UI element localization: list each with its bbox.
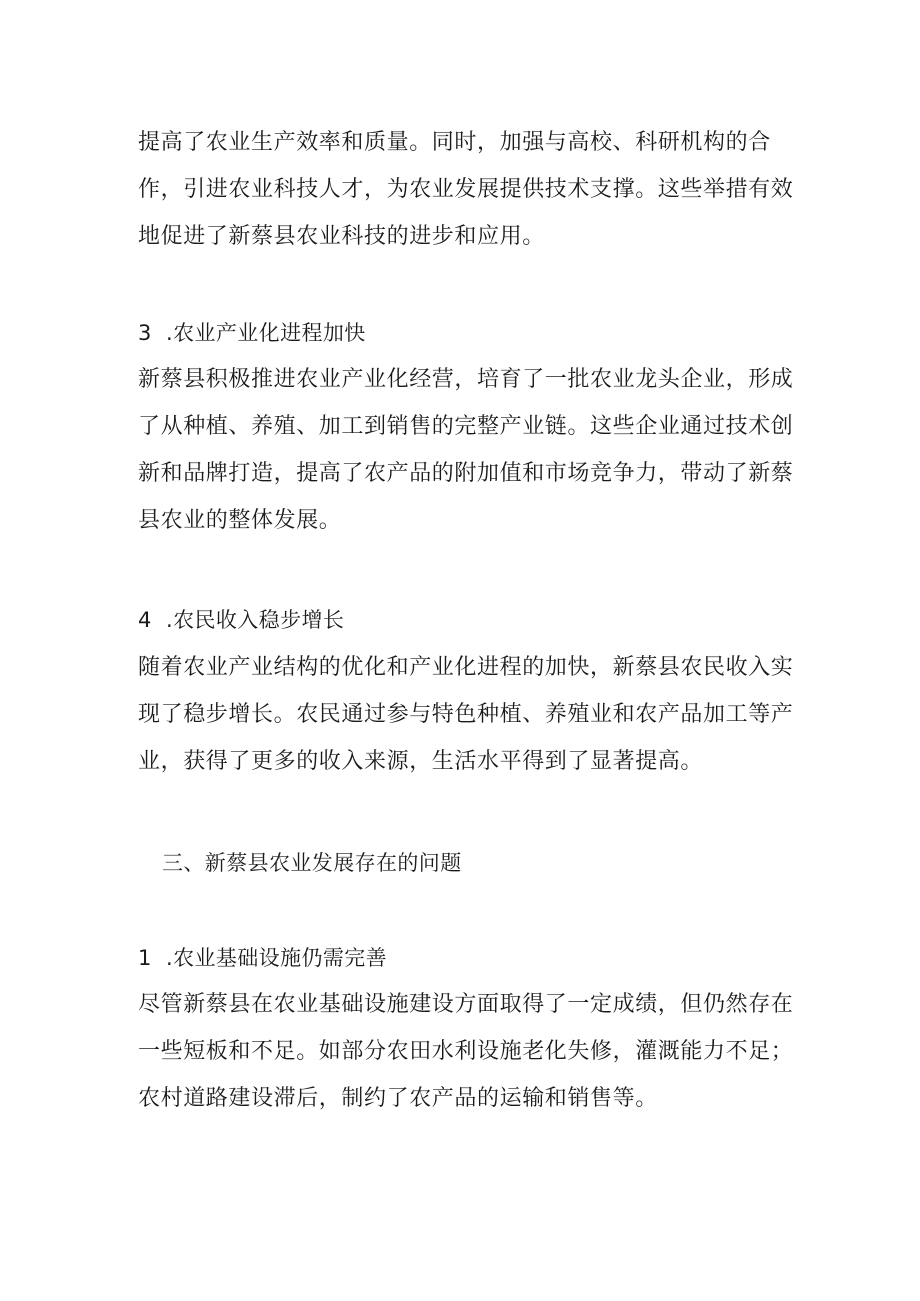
heading-item-4 [138,605,344,635]
heading-item-1-number: 1 [138,946,152,970]
heading-item-1-title: .农业基础设施仍需完善 [166,946,388,970]
heading-item-3-number: 3 [138,321,152,345]
heading-item-4-number: 4 [138,608,152,632]
section-3-title: 三、新蔡县农业发展存在的问题 [162,851,462,875]
heading-item-4-title: .农民收入稳步增长 [166,608,345,632]
paragraph-item-3-body: 新蔡县积极推进农业产业化经营，培育了一批农业龙头企业，形成了从种植、养殖、加工到销售的完整产业链。这些企业通过技术创新和品牌打造，提高了农产品的附加值和市场竞争力，带动了新蔡县农业的整体发展。 [138,367,794,533]
heading-item-1 [138,943,387,973]
heading-item-3-title: .农业产业化进程加快 [166,321,366,345]
paragraph-item-1-body: 尽管新蔡县在农业基础设施建设方面取得了一定成绩，但仍然存在一些短板和不足。如部分农田水利设施老化失修，灌溉能力不足；农村道路建设滞后，制约了农产品的运输和销售等。 [138,992,794,1111]
heading-item-3 [138,318,366,348]
paragraph-agri-tech-continued: 提高了农业生产效率和质量。同时，加强与高校、科研机构的合作，引进农业科技人才，为农业发展提供技术支撑。这些举措有效地促进了新蔡县农业科技的进步和应用。 [138,130,794,249]
paragraph-item-4-body: 随着农业产业结构的优化和产业化进程的加快，新蔡县农民收入实现了稳步增长。农民通过参与特色种植、养殖业和农产品加工等产业，获得了更多的收入来源，生活水平得到了显著提高。 [138,655,794,774]
